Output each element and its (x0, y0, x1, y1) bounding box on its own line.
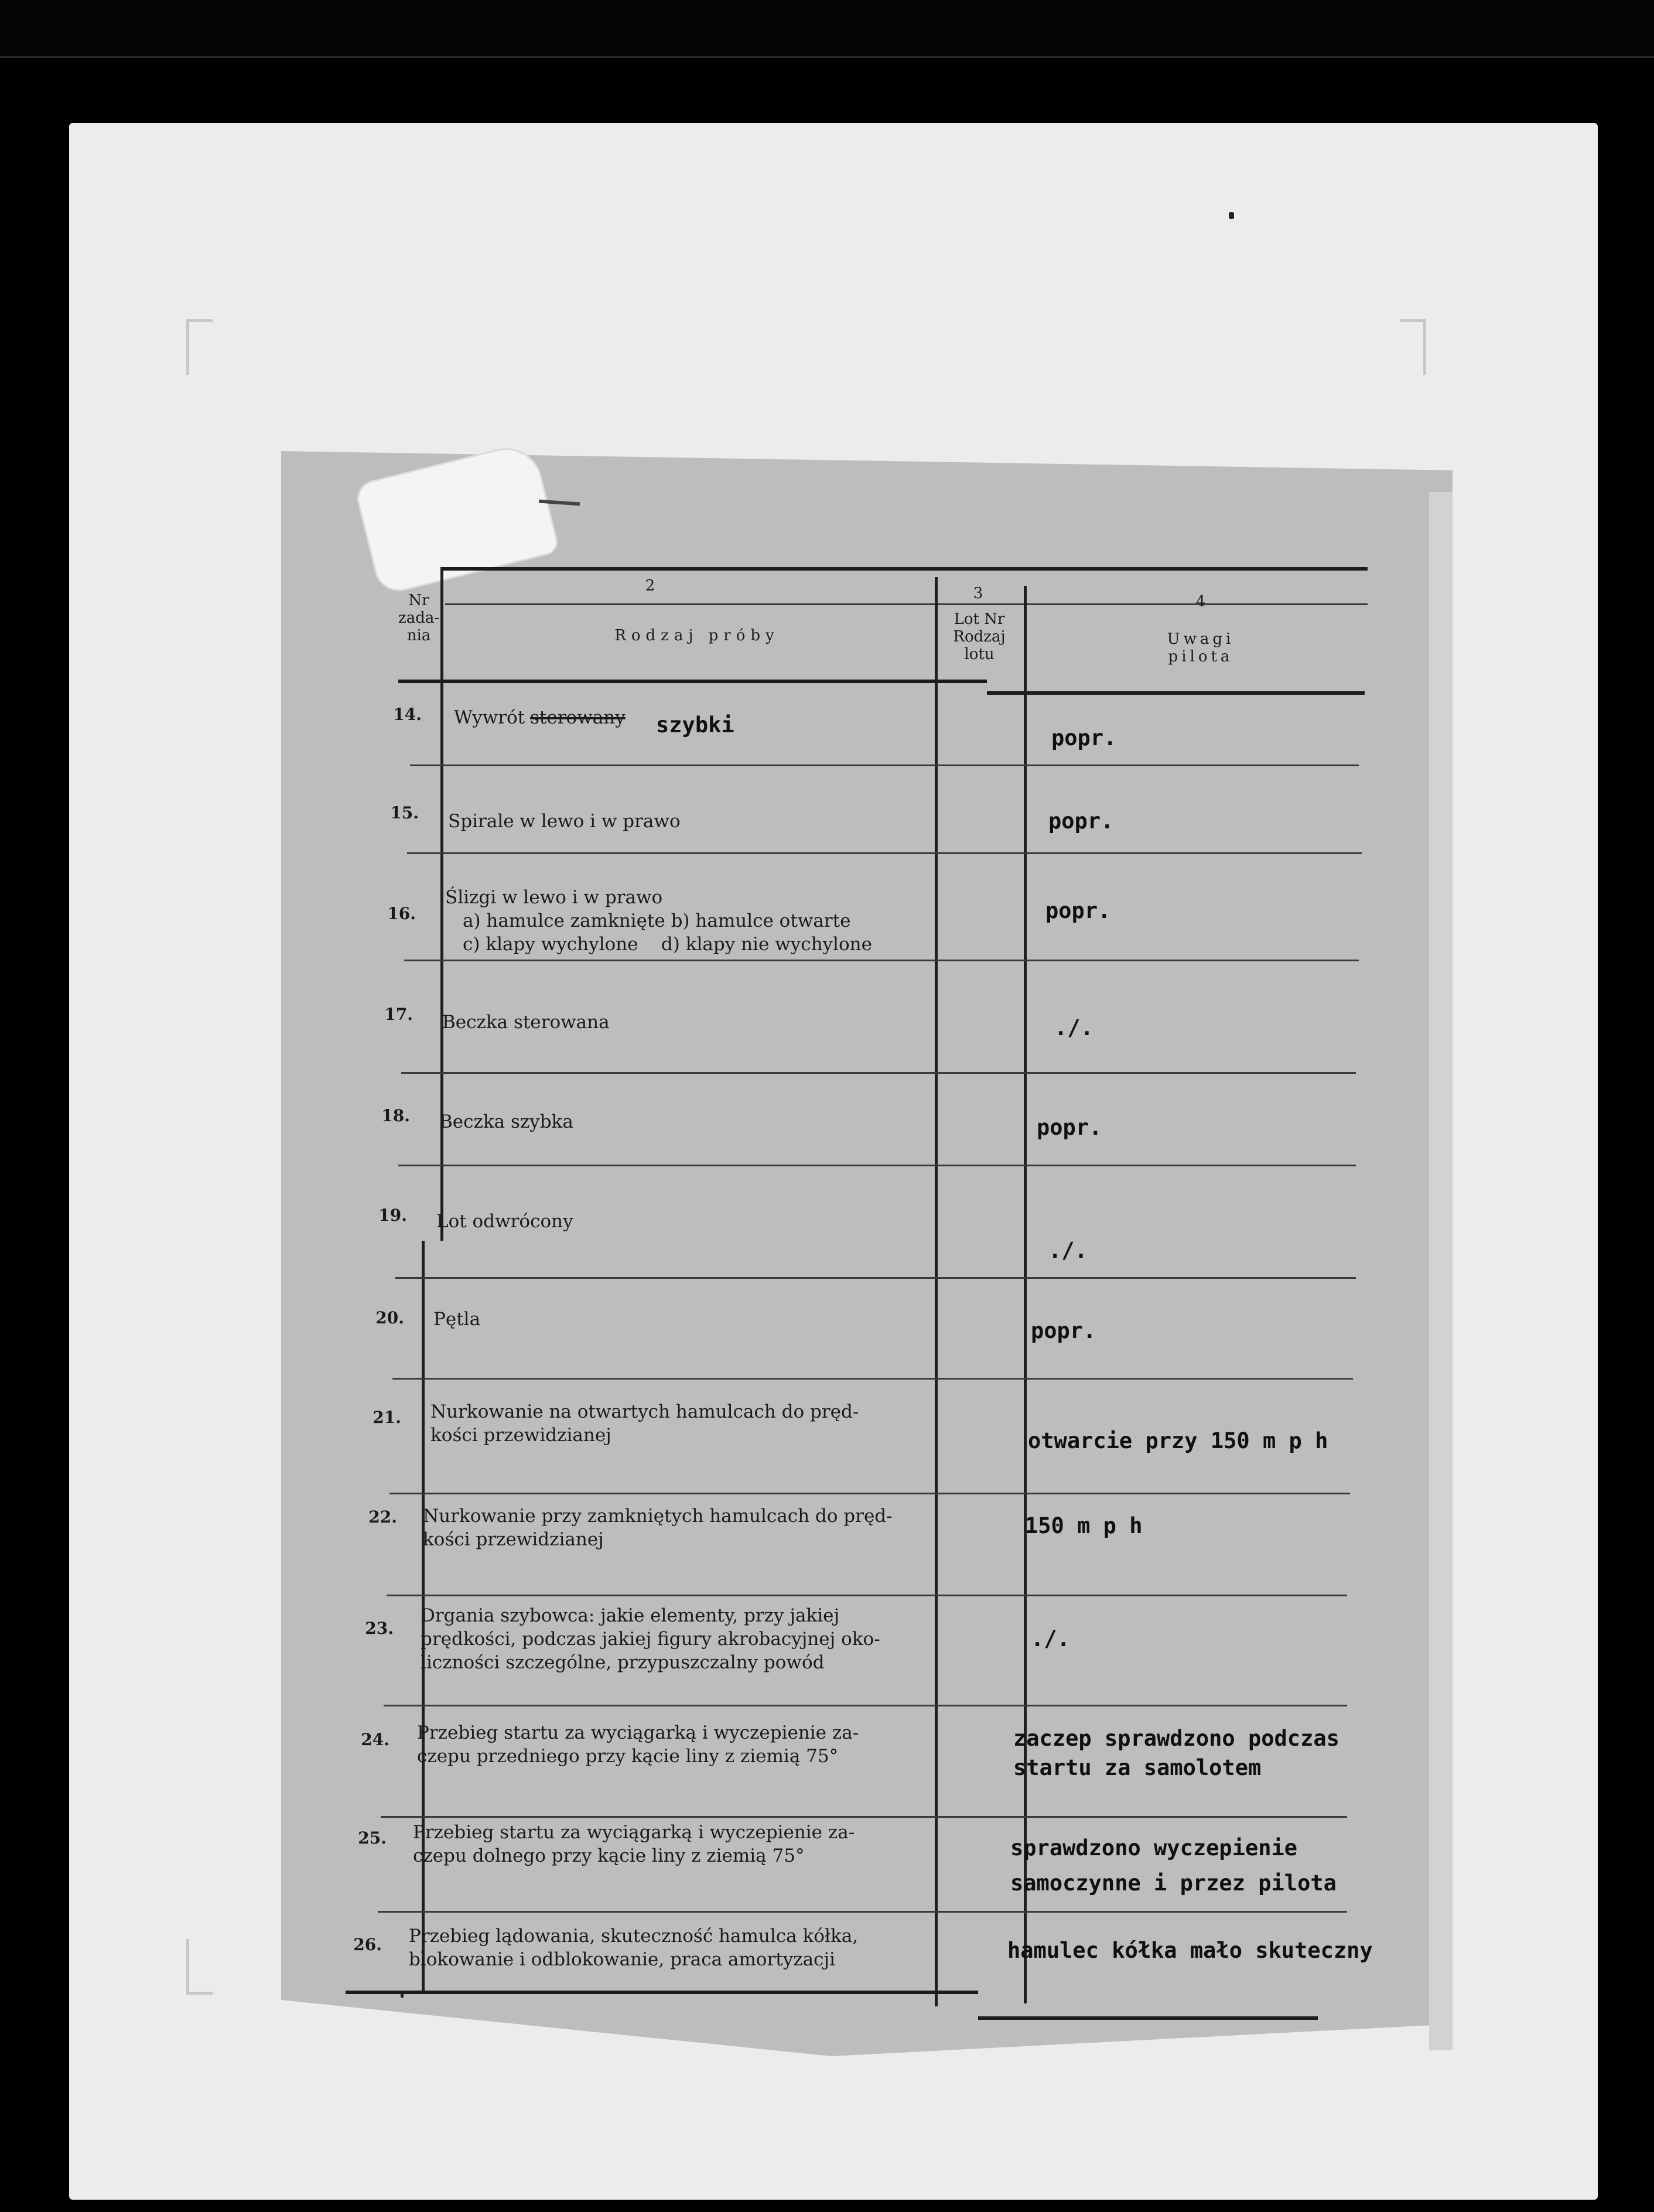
row-23-label-line1: Drgania szybowca: jakie elementy, przy jakiej (421, 1605, 840, 1626)
table-top-rule (442, 567, 1368, 571)
row-separator (392, 1378, 1353, 1380)
row-25-label-line2: czepu dolnego przy kącie liny z ziemią 75° (413, 1845, 805, 1866)
row-14-label: Wywrót (454, 707, 525, 728)
row-separator (398, 1165, 1356, 1166)
dust-speck (1229, 212, 1234, 219)
row-22-remark: 150 m p h (1025, 1513, 1143, 1538)
col4-header: Uwagi pilota (1167, 630, 1235, 665)
row-20-remark: popr. (1031, 1318, 1096, 1343)
col3-number: 3 (973, 585, 983, 602)
col-divider-3 (1024, 586, 1027, 2003)
row-separator (404, 960, 1359, 961)
row-24-remark-line2: startu za samolotem (1013, 1755, 1262, 1780)
crop-mark-top-left (186, 319, 213, 375)
col4-number: 4 (1195, 593, 1206, 610)
row-26-label-line2: blokowanie i odblokowanie, praca amortyzacji (409, 1949, 835, 1970)
row-separator (381, 1816, 1347, 1818)
row-separator (384, 1705, 1347, 1706)
row-16-number: 16. (387, 904, 416, 923)
row-14-typed-insert: szybki (656, 712, 734, 738)
row-separator (395, 1277, 1356, 1279)
row-26-number: 26. (353, 1935, 382, 1954)
table-bottom-rule (346, 1991, 978, 1994)
row-23-number: 23. (365, 1619, 394, 1638)
row-separator (378, 1911, 1347, 1913)
col1-header: Nr zada- nia (398, 592, 440, 644)
row-25-remark-line2: samoczynne i przez pilota (1010, 1870, 1337, 1896)
row-15-label: Spirale w lewo i w prawo (448, 811, 681, 832)
row-24-label-line2: czepu przedniego przy kącie liny z ziemią 75° (417, 1746, 839, 1767)
row-19-label: Lot odwrócony (436, 1211, 573, 1232)
row-17-label: Beczka sterowana (442, 1012, 610, 1033)
row-18-remark: popr. (1037, 1115, 1102, 1140)
row-17-number: 17. (384, 1005, 413, 1024)
row-16-option-ab: a) hamulce zamknięte b) hamulce otwarte (463, 910, 851, 931)
row-separator (407, 852, 1362, 854)
col2-header: Rodzaj próby (614, 627, 780, 644)
sheet-underlayer-edge (1429, 492, 1453, 2050)
row-21-number: 21. (373, 1408, 401, 1427)
row-15-remark: popr. (1048, 808, 1114, 834)
row-20-label: Pętla (433, 1309, 481, 1330)
row-17-remark: ./. (1054, 1015, 1093, 1040)
row-19-remark: ./. (1048, 1238, 1088, 1263)
crop-mark-top-right (1400, 319, 1426, 375)
row-23-remark: ./. (1031, 1626, 1070, 1651)
row-separator (401, 1072, 1356, 1074)
row-14-number: 14. (393, 705, 422, 724)
col-divider-2 (935, 577, 938, 2006)
row-16-remark: popr. (1045, 898, 1111, 923)
row-26-remark: hamulec kółka mało skuteczny (1007, 1938, 1373, 1963)
row-14-struck-word: sterowany (530, 707, 626, 728)
row-20-number: 20. (375, 1308, 404, 1327)
row-16-option-cd: c) klapy wychylone d) klapy nie wychylone (463, 934, 872, 955)
row-24-remark-line1: zaczep sprawdzono podczas (1013, 1726, 1339, 1751)
row-16-label: Ślizgi w lewo i w prawo (445, 887, 663, 908)
row-14-remark: popr. (1051, 725, 1117, 750)
row-24-label-line1: Przebieg startu za wyciągarką i wyczepienie za- (417, 1722, 859, 1743)
row-23-label-line3: liczności szczególne, przypuszczalny powód (421, 1652, 825, 1673)
col-divider-1a (440, 567, 443, 1241)
header-number-rule-right (937, 603, 1368, 605)
row-23-label-line2: prędkości, podczas jakiej figury akrobacyjnej oko- (421, 1629, 880, 1650)
table-bottom-rule-right (978, 2016, 1318, 2020)
row-21-label-line2: kości przewidzianej (430, 1425, 611, 1446)
row-21-label-line1: Nurkowanie na otwartych hamulcach do pręd- (430, 1401, 859, 1422)
row-22-number: 22. (368, 1507, 397, 1527)
row-25-number: 25. (358, 1828, 387, 1848)
row-22-label-line2: kości przewidzianej (423, 1529, 604, 1550)
row-15-number: 15. (390, 803, 419, 822)
row-25-remark-line1: sprawdzono wyczepienie (1010, 1835, 1298, 1861)
row-separator (389, 1493, 1350, 1494)
crop-mark-bottom-left (186, 1939, 213, 1995)
row-24-number: 24. (361, 1730, 389, 1749)
row-18-label: Beczka szybka (439, 1111, 573, 1132)
row-26-label-line1: Przebieg lądowania, skuteczność hamulca kółka, (409, 1926, 859, 1947)
col2-number: 2 (645, 577, 655, 595)
film-top-strip (0, 0, 1654, 58)
col3-header: Lot Nr Rodzaj lotu (953, 610, 1006, 663)
row-21-remark: otwarcie przy 150 m p h (1028, 1428, 1328, 1453)
row-19-number: 19. (378, 1206, 407, 1225)
row-separator (410, 764, 1359, 766)
header-bottom-rule-right (987, 691, 1365, 695)
row-18-number: 18. (381, 1106, 410, 1125)
row-22-label-line1: Nurkowanie przy zamkniętych hamulcach do pręd- (423, 1506, 893, 1527)
header-number-rule (445, 603, 937, 605)
header-bottom-rule (398, 680, 987, 683)
row-25-label-line1: Przebieg startu za wyciągarką i wyczepienie za- (413, 1822, 855, 1843)
row-separator (387, 1595, 1347, 1596)
